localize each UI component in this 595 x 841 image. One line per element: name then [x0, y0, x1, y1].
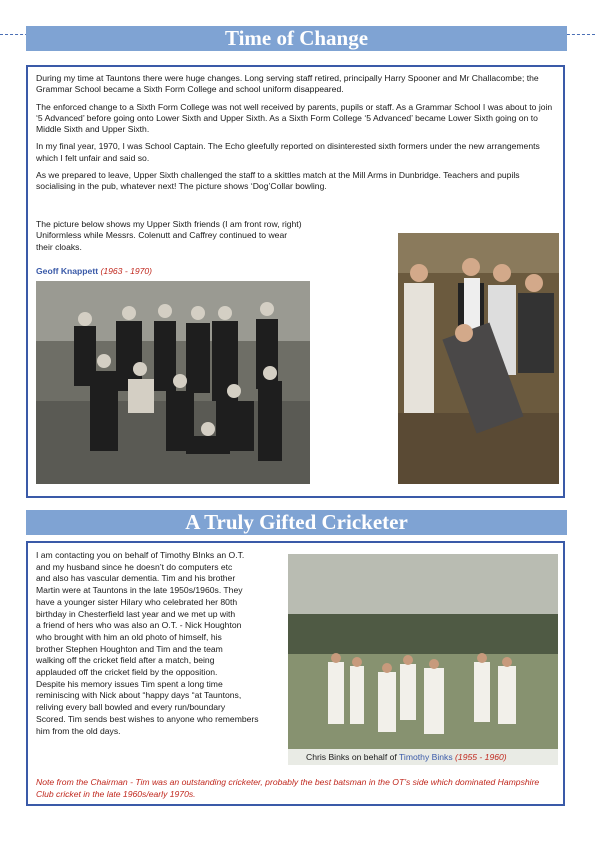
- author-years: (1963 - 1970): [100, 266, 153, 276]
- caption-author-years: (1955 - 1960): [455, 752, 507, 762]
- author-name: Geoff Knappett: [36, 266, 99, 276]
- paragraph: During my time at Tauntons there were huge changes. Long serving staff retired, principally Harry Spooner and Mr Challacombe; the Grammar School became a Sixth Form College and school uniform disappeared.: [36, 73, 539, 95]
- paragraph: As we prepared to leave, Upper Sixth challenged the staff to a skittles match at the Mill Arms in Dunbridge. Teachers and pupils socialising in the pub, whatever next! The picture shows ‘Dog’Collar bowling.: [36, 170, 520, 192]
- article-body: I am contacting you on behalf of Timothy BInks an O.T. and my husband since he doesn’t do computers etc and also has vascular dementia. Tim and his brother Martin were at Tauntons in the late 1950s/1960s. They have a younger sister Hilary who celebrated her 80th birthday in Chesterfield last year and we met up with a friend of hers who was also an O.T. - Nick Houghton who brought with him an old photo of himself, his brother Stephen Houghton and Tim and the team walking off the cricket field after a match, being applauded off the cricket field by the opposition. Despite his memory issues Tim spent a long time reminiscing with Nick about “happy days “at Tauntons, reliving every ball bowled and every run/boundary Scored. Tim sends best wishes to anyone who remembers him from the old days.: [36, 550, 259, 736]
- photo-caption: The picture below shows my Upper Sixth friends (I am front row, right) Uniformless while Messrs. Colenutt and Caffrey continued to wear their cloaks.: [36, 219, 302, 252]
- section-title-time-of-change: Time of Change: [26, 26, 567, 51]
- caption-author-name: Timothy Binks: [399, 752, 453, 762]
- author-credit: [36, 266, 152, 276]
- paragraph: In my final year, 1970, I was School Captain. The Echo gleefully reported on disinterested sixth formers under the new arrangements which I felt unfair and said so.: [36, 141, 540, 163]
- upper-sixth-group-photo: [36, 281, 310, 484]
- dog-collar-bowling-photo: [398, 233, 559, 484]
- article-panel-time-of-change: [26, 65, 565, 498]
- paragraph: The enforced change to a Sixth Form College was not well received by parents, pupils or staff. As a Grammar School I was about to join ‘5 Advanced’ before going onto Lower Sixth and Upper Sixth. As a Sixth Form College ‘5 Advanced’ became Lower Sixth going on to Middle Sixth and Upper Sixth.: [36, 101, 553, 135]
- section-title-truly-gifted-cricketer: A Truly Gifted Cricketer: [26, 510, 567, 535]
- cricket-photo-caption: Chris Binks on behalf of Timothy Binks (1955 - 1960): [288, 749, 558, 765]
- chairman-note: Note from the Chairman - Tim was an outstanding cricketer, probably the best batsman in the OT’s side which dominated Hampshire Club cricket in the late 1960s/early 1970s.: [36, 777, 540, 799]
- cricket-team-photo: [288, 554, 558, 765]
- article-panel-cricketer: [26, 541, 565, 806]
